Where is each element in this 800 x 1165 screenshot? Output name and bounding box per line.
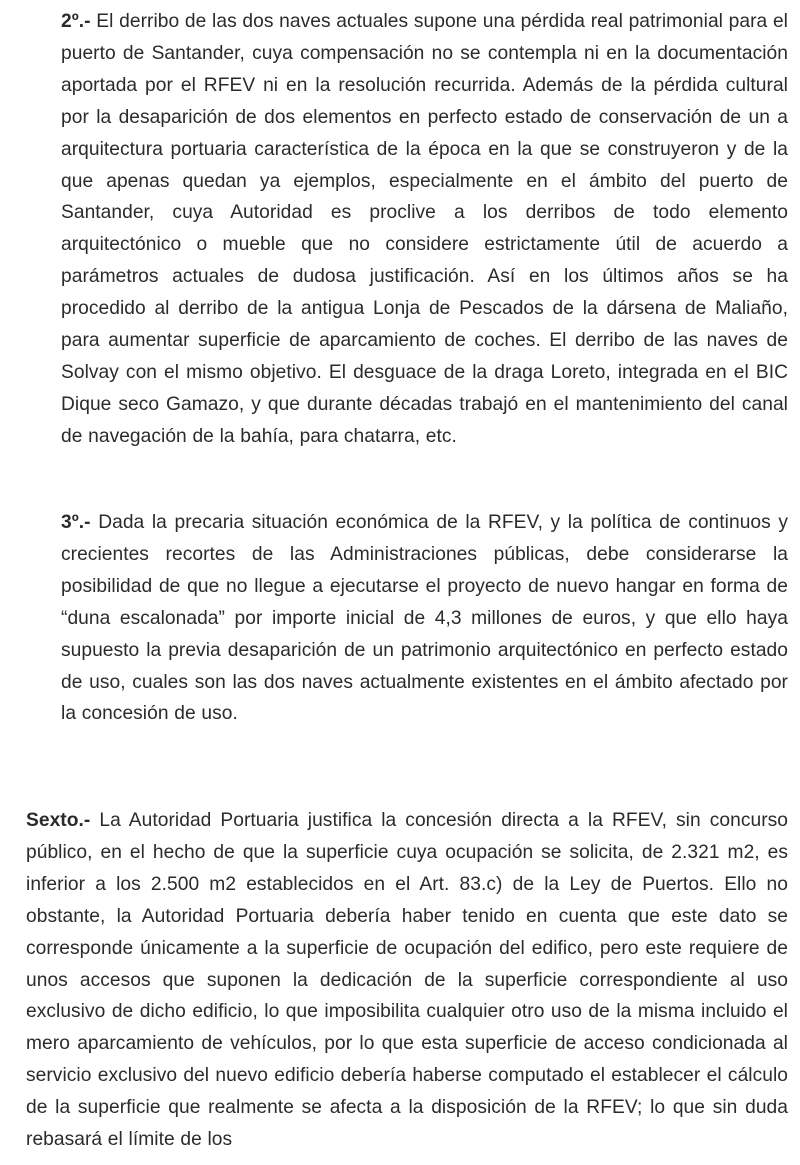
paragraph-sexto-lead: Sexto.-	[26, 810, 91, 831]
paragraph-sexto	[26, 805, 788, 1156]
paragraph-2-text: El derribo de las dos naves actuales supone una pérdida real patrimonial para el puerto de Santander, cuya compensación no se contempla ni en la documentación aportada por el RFEV ni en la resolución recurrida. Además de la pérdida cultural por la desaparición de dos elementos en perfecto estado de conservación de un a arquitectura portuaria característica de la época en la que se construyeron y de la que apenas quedan ya ejemplos, especialmente en el ámbito del puerto de Santander, cuya Autoridad es proclive a los derribos de todo elemento arquitectónico o mueble que no considere estrictamente útil de acuerdo a parámetros actuales de dudosa justificación. Así en los últimos años se ha procedido al derribo de la antigua Lonja de Pescados de la dársena de Maliaño, para aumentar superficie de aparcamiento de coches. El derribo de las naves de Solvay con el mismo objetivo. El desguace de la draga Loreto, integrada en el BIC Dique seco Gamazo, y que durante décadas trabajó en el mantenimiento del canal de navegación de la bahía, para chatarra, etc.	[61, 11, 788, 447]
paragraph-2-lead: 2º.-	[61, 11, 91, 32]
paragraph-3-lead: 3º.-	[61, 512, 91, 533]
paragraph-sexto-text: La Autoridad Portuaria justifica la concesión directa a la RFEV, sin concurso público, en el hecho de que la superficie cuya ocupación se solicita, de 2.321 m2, es inferior a los 2.500 m2 establecidos en el Art. 83.c) de la Ley de Puertos. Ello no obstante, la Autoridad Portuaria debería haber tenido en cuenta que este dato se corresponde únicamente a la superficie de ocupación del edifico, pero este requiere de unos accesos que suponen la dedicación de la superficie correspondiente al uso exclusivo de dicho edificio, lo que imposibilita cualquier otro uso de la misma incluido el mero aparcamiento de vehículos, por lo que esta superficie de acceso condicionada al servicio exclusivo del nuevo edificio debería haberse computado el establecer el cálculo de la superficie que realmente se afecta a la disposición de la RFEV; lo que sin duda rebasará el límite de los	[26, 810, 788, 1151]
paragraph-3-text: Dada la precaria situación económica de la RFEV, y la política de continuos y crecientes recortes de las Administraciones públicas, debe considerarse la posibilidad de que no llegue a ejecutarse el proyecto de nuevo hangar en forma de “duna escalonada” por importe inicial de 4,3 millones de euros, y que ello haya supuesto la previa desaparición de un patrimonio arquitectónico en perfecto estado de uso, cuales son las dos naves actualmente existentes en el ámbito afectado por la concesión de uso.	[61, 512, 789, 725]
paragraph-2	[61, 6, 788, 453]
paragraph-3	[61, 507, 788, 730]
